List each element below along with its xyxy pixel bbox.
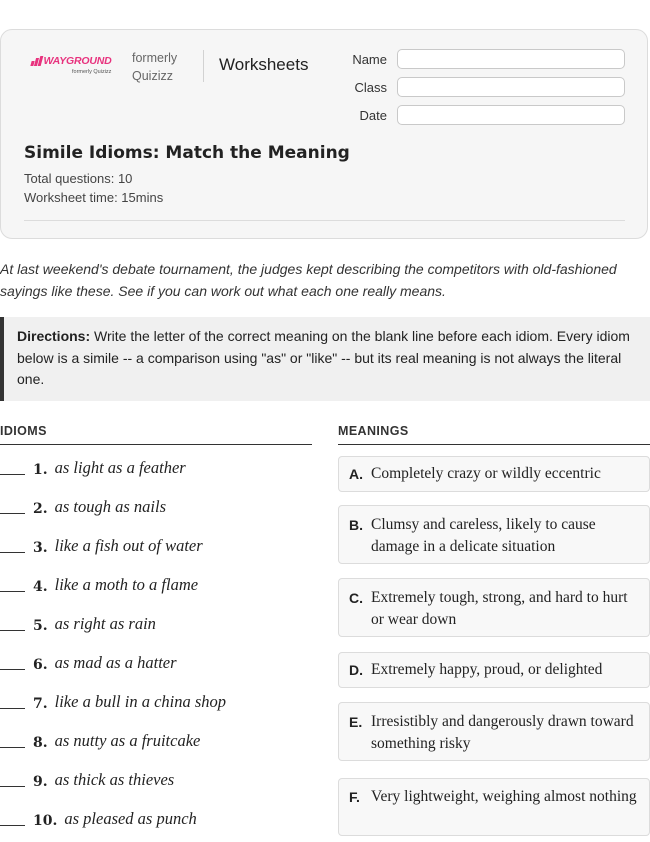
answer-blank[interactable] xyxy=(0,669,25,670)
idiom-number: 5. xyxy=(33,618,48,634)
idiom-number: 1. xyxy=(33,462,48,478)
idiom-item xyxy=(0,731,200,751)
class-field-row xyxy=(327,77,625,97)
idiom-item xyxy=(0,458,186,478)
idiom-text: like a bull in a china shop xyxy=(54,692,227,711)
idiom-item xyxy=(0,536,203,556)
date-field-row xyxy=(327,105,625,125)
intro-text: At last weekend's debate tournament, the judges kept describing the competitors with old-fashioned sayings like these. See if you can work out what each one really means. xyxy=(0,261,617,299)
answer-blank[interactable] xyxy=(0,552,25,553)
idiom-number: 6. xyxy=(33,657,48,673)
header-bottom-divider xyxy=(24,220,625,221)
meaning-letter: D. xyxy=(349,662,363,678)
total-questions: Total questions: 10 xyxy=(24,171,133,186)
idiom-item xyxy=(0,809,197,829)
meaning-letter: F. xyxy=(349,789,360,805)
meaning-item xyxy=(338,505,650,564)
idioms-header: IDIOMS xyxy=(0,424,47,438)
meaning-text: Very lightweight, weighing almost nothing xyxy=(371,788,637,805)
idiom-number: 10. xyxy=(33,813,58,829)
answer-blank[interactable] xyxy=(0,825,25,826)
idiom-text: as tough as nails xyxy=(54,497,167,516)
idiom-text: as light as a feather xyxy=(54,458,186,477)
meanings-header-rule xyxy=(338,444,650,445)
wayground-logo xyxy=(31,55,119,75)
answer-blank[interactable] xyxy=(0,474,25,475)
idiom-item xyxy=(0,575,198,595)
idiom-text: like a moth to a flame xyxy=(54,575,199,594)
idiom-item xyxy=(0,692,226,712)
directions-box xyxy=(0,317,650,401)
idiom-item xyxy=(0,653,177,673)
idioms-header-rule xyxy=(0,444,312,445)
idiom-item xyxy=(0,614,156,634)
formerly-label: formerly Quizizz xyxy=(132,51,178,83)
logo-subtext: formerly Quizizz xyxy=(72,69,112,75)
meaning-text: Completely crazy or wildly eccentric xyxy=(371,465,601,482)
idiom-text: as thick as thieves xyxy=(54,770,175,789)
section-label: Worksheets xyxy=(219,55,309,74)
date-label: Date xyxy=(359,107,387,123)
meaning-letter: B. xyxy=(349,517,363,533)
date-input[interactable] xyxy=(397,105,625,125)
meaning-text: Extremely happy, proud, or delighted xyxy=(371,661,603,678)
name-field-row xyxy=(327,49,625,69)
meaning-text: Irresistibly and dangerously drawn toward something risky xyxy=(371,713,634,752)
idiom-text: as pleased as punch xyxy=(64,809,197,828)
meaning-text: Clumsy and careless, likely to cause damage in a delicate situation xyxy=(371,516,596,555)
answer-blank[interactable] xyxy=(0,513,25,514)
idiom-item xyxy=(0,770,174,790)
logo-bars-icon xyxy=(31,56,42,66)
meaning-letter: C. xyxy=(349,590,363,606)
name-label: Name xyxy=(352,51,387,67)
meaning-item xyxy=(338,702,650,761)
meaning-letter: E. xyxy=(349,714,363,730)
answer-blank[interactable] xyxy=(0,747,25,748)
idiom-text: like a fish out of water xyxy=(54,536,203,555)
meaning-letter: A. xyxy=(349,466,363,482)
meaning-item xyxy=(338,778,650,836)
idiom-number: 7. xyxy=(33,696,48,712)
idiom-number: 8. xyxy=(33,735,48,751)
idiom-text: as nutty as a fruitcake xyxy=(54,731,201,750)
meaning-item xyxy=(338,578,650,637)
directions-text: Write the letter of the correct meaning on the blank line before each idiom. Every idiom below is a simile -- a comparison using "as" or "like" -- but its real meaning is not always the literal one. xyxy=(17,328,630,387)
logo-text: WAYGROUND xyxy=(43,55,112,67)
meaning-item xyxy=(338,456,650,492)
meanings-header: MEANINGS xyxy=(338,424,409,438)
answer-blank[interactable] xyxy=(0,630,25,631)
meaning-item xyxy=(338,652,650,688)
class-input[interactable] xyxy=(397,77,625,97)
answer-blank[interactable] xyxy=(0,591,25,592)
idiom-number: 9. xyxy=(33,774,48,790)
answer-blank[interactable] xyxy=(0,708,25,709)
meaning-text: Extremely tough, strong, and hard to hurt or wear down xyxy=(371,589,628,628)
answer-blank[interactable] xyxy=(0,786,25,787)
idiom-text: as mad as a hatter xyxy=(54,653,177,672)
worksheet-title: Simile Idioms: Match the Meaning xyxy=(24,143,350,163)
class-label: Class xyxy=(354,79,387,95)
worksheet-header xyxy=(0,29,648,239)
idiom-text: as right as rain xyxy=(54,614,156,633)
name-input[interactable] xyxy=(397,49,625,69)
worksheet-time: Worksheet time: 15mins xyxy=(24,190,164,205)
idiom-number: 2. xyxy=(33,501,48,517)
directions-label: Directions: xyxy=(17,328,91,344)
idiom-number: 4. xyxy=(33,579,48,595)
idiom-number: 3. xyxy=(33,540,48,556)
idiom-item xyxy=(0,497,166,517)
header-divider xyxy=(203,50,204,82)
